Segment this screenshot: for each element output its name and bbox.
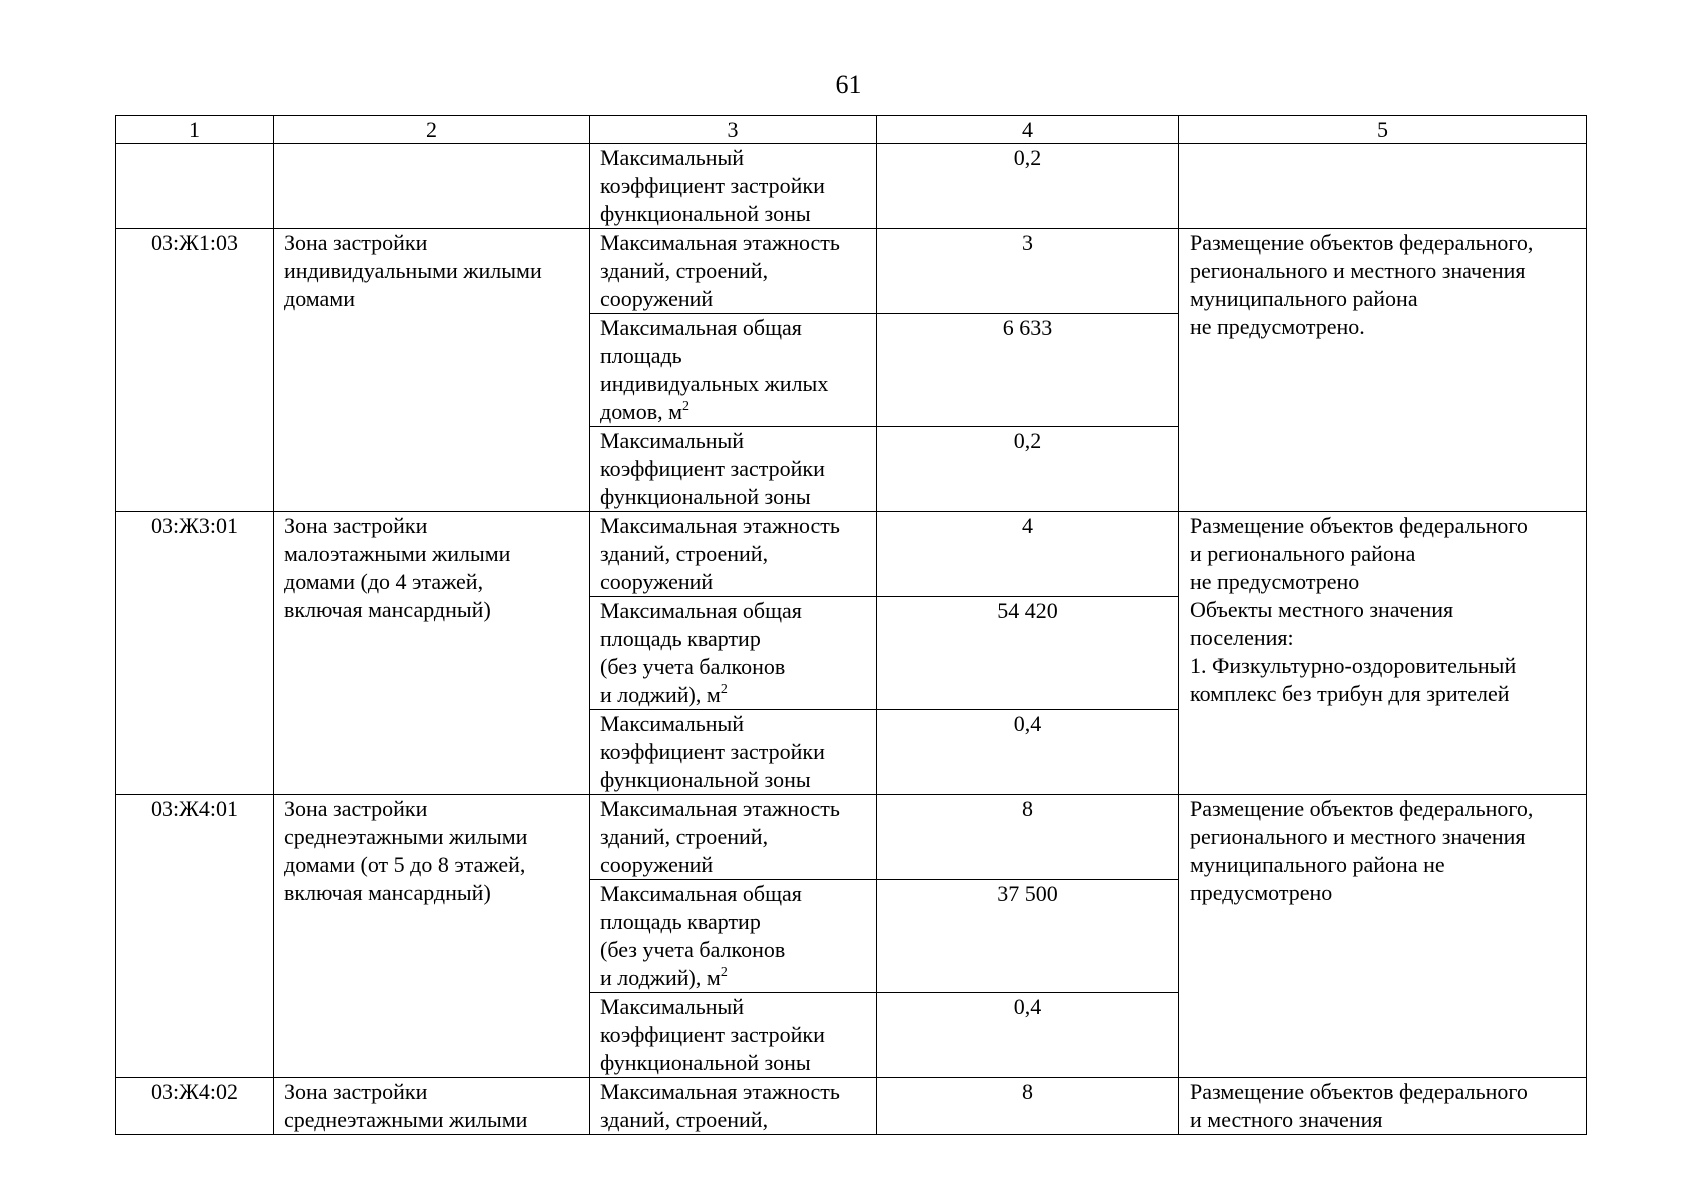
parameter-text: Максимальная общая площадь квартир (без учета балконов и лоджий), м (600, 881, 802, 990)
table-row (116, 795, 1587, 880)
table-row (116, 144, 1587, 229)
header-cell: 5 (1179, 116, 1587, 144)
unit-superscript: 2 (682, 399, 690, 414)
value-cell: 0,2 (877, 144, 1179, 229)
zone-code-cell: 03:Ж4:02 (116, 1078, 274, 1135)
value-cell: 3 (877, 229, 1179, 314)
parameter-text: Максимальная этажность зданий, строений, сооружений (600, 513, 840, 594)
note-cell: Размещение объектов федерального, регионального и местного значения муниципального района не предусмотрено (1179, 795, 1587, 1078)
header-cell: 2 (274, 116, 590, 144)
note-cell (1179, 144, 1587, 229)
parameter-cell (590, 1078, 877, 1135)
header-cell: 3 (590, 116, 877, 144)
table-row (116, 229, 1587, 314)
zone-code-cell: 03:Ж3:01 (116, 512, 274, 795)
value-cell: 0,2 (877, 427, 1179, 512)
parameter-cell (590, 229, 877, 314)
zone-name-cell: Зона застройки среднеэтажными жилыми (274, 1078, 590, 1135)
value-cell: 54 420 (877, 597, 1179, 710)
parameter-cell (590, 880, 877, 993)
zone-name-cell: Зона застройки среднеэтажными жилыми домами (от 5 до 8 этажей, включая мансардный) (274, 795, 590, 1078)
value-cell: 4 (877, 512, 1179, 597)
zone-name-cell: Зона застройки индивидуальными жилыми домами (274, 229, 590, 512)
parameter-text: Максимальная общая площадь квартир (без учета балконов и лоджий), м (600, 598, 802, 707)
parameter-text: Максимальная этажность зданий, строений, сооружений (600, 796, 840, 877)
zone-code-cell (116, 144, 274, 229)
parameter-cell (590, 993, 877, 1078)
value-cell: 8 (877, 795, 1179, 880)
parameter-text: Максимальная этажность зданий, строений, (600, 1079, 840, 1132)
zone-code-cell: 03:Ж4:01 (116, 795, 274, 1078)
parameter-text: Максимальная этажность зданий, строений, сооружений (600, 230, 840, 311)
parameter-cell (590, 314, 877, 427)
value-cell: 0,4 (877, 993, 1179, 1078)
zones-table (115, 115, 1587, 1135)
value-cell: 37 500 (877, 880, 1179, 993)
parameter-cell (590, 795, 877, 880)
header-cell: 1 (116, 116, 274, 144)
parameter-cell (590, 144, 877, 229)
note-cell: Размещение объектов федерального и местного значения (1179, 1078, 1587, 1135)
header-cell: 4 (877, 116, 1179, 144)
value-cell: 0,4 (877, 710, 1179, 795)
parameter-cell (590, 710, 877, 795)
unit-superscript: 2 (720, 965, 728, 980)
zone-name-cell: Зона застройки малоэтажными жилыми домами (до 4 этажей, включая мансардный) (274, 512, 590, 795)
parameter-text: Максимальный коэффициент застройки функциональной зоны (600, 145, 825, 226)
note-cell: Размещение объектов федерального, регионального и местного значения муниципального района не предусмотрено. (1179, 229, 1587, 512)
unit-superscript: 2 (720, 682, 728, 697)
page-number: 61 (835, 70, 862, 99)
table-row (116, 512, 1587, 597)
parameter-text: Максимальная общая площадь индивидуальных жилых домов, м (600, 315, 829, 424)
parameter-text: Максимальный коэффициент застройки функциональной зоны (600, 711, 825, 792)
note-cell: Размещение объектов федерального и регионального района не предусмотрено Объекты местного значения поселения: 1. Физкультурно-оздоровительный комплекс без трибун для зрителей (1179, 512, 1587, 795)
value-cell: 6 633 (877, 314, 1179, 427)
parameter-text: Максимальный коэффициент застройки функциональной зоны (600, 994, 825, 1075)
table-header-row (116, 116, 1587, 144)
zone-name-cell (274, 144, 590, 229)
parameter-text: Максимальный коэффициент застройки функциональной зоны (600, 428, 825, 509)
value-cell: 8 (877, 1078, 1179, 1135)
parameter-cell (590, 597, 877, 710)
zone-code-cell: 03:Ж1:03 (116, 229, 274, 512)
table-row (116, 1078, 1587, 1135)
parameter-cell (590, 512, 877, 597)
parameter-cell (590, 427, 877, 512)
